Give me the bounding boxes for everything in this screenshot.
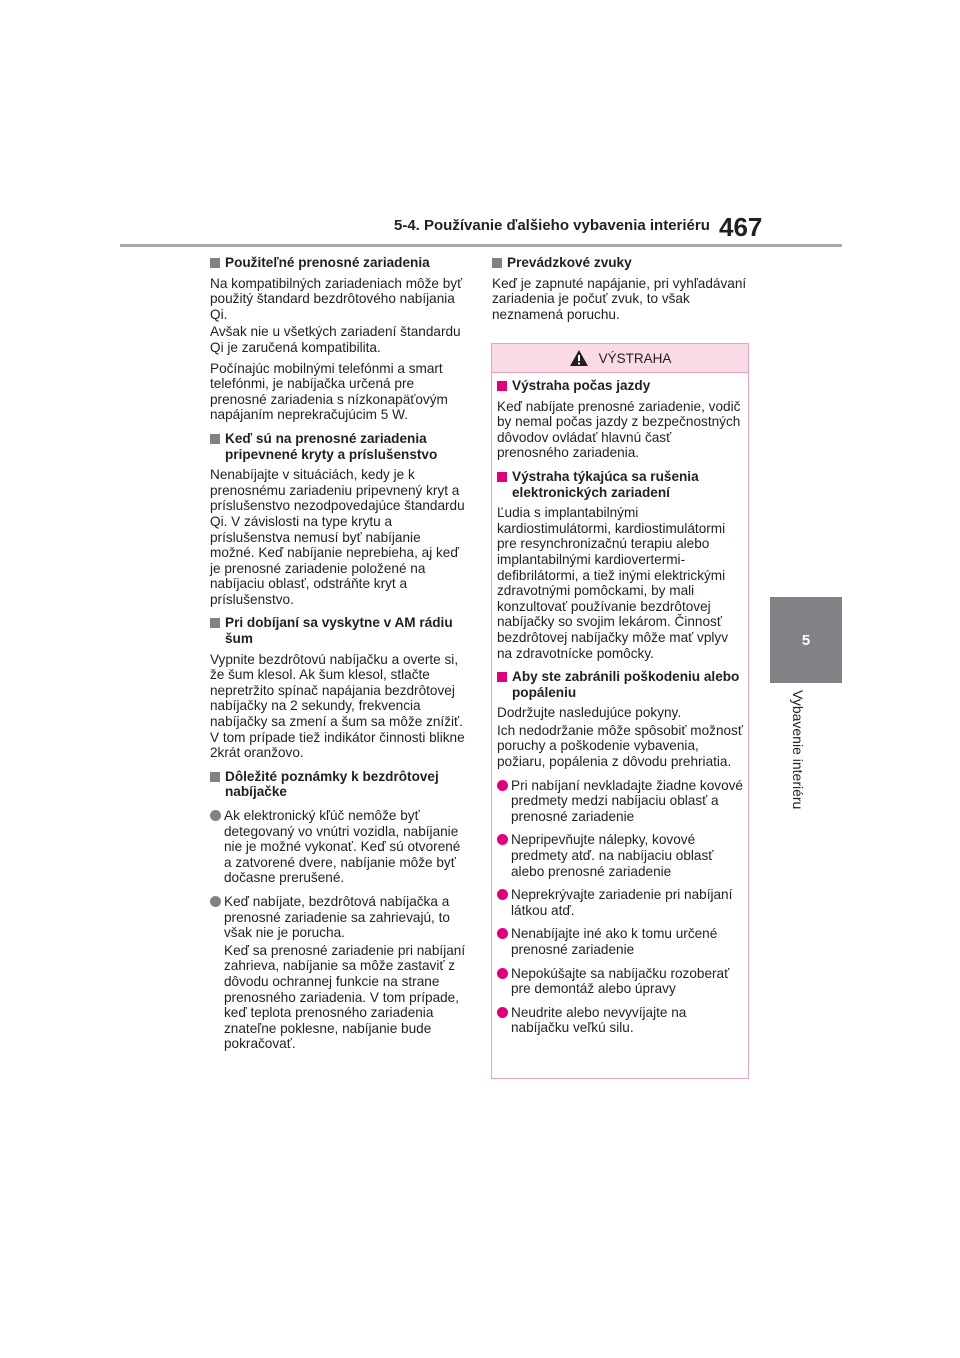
body-paragraph: Keď sa prenosné zariadenie pri nabíjaní zahrieva, nabíjanie sa môže zastaviť z dôvodu ochrannej funkcie na strane prenosného zariadenia. V tom prípade, keď teplota prenosného zariadenia znateľne poklesne, nabíjanie bude pokračovať. [224,942,466,1052]
round-bullet-icon [497,1007,508,1018]
heading-text: Výstraha týkajúca sa rušenia elektronických zariadení [512,468,699,500]
warning-box [491,343,749,1079]
square-bullet-icon [497,472,507,482]
round-bullet-icon [497,780,508,791]
heading-text: Dôležité poznámky k bezdrôtovej nabíjačke [225,768,439,800]
section-heading [210,255,468,271]
round-bullet-icon [497,834,508,845]
warning-triangle-icon [569,349,589,367]
square-bullet-icon [497,672,507,682]
section-heading [492,255,750,271]
bullet-item [497,926,744,957]
page-number: 467 [719,212,763,242]
right-column [492,255,750,322]
section-title: 5-4. Používanie ďalšieho vybavenia interiéru [394,217,710,234]
bullet-item [497,1005,744,1036]
body-paragraph: Ich nedodržanie môže spôsobiť možnosť poruchy a poškodenie vybavenia, požiaru, popálenia z dôvodu prehriatia. [497,722,743,770]
heading-text: Výstraha počas jazdy [512,378,651,393]
heading-text: Keď sú na prenosné zariadenia pripevnené kryty a príslušenstvo [225,430,438,462]
round-bullet-icon [210,810,221,821]
bullet-item [497,832,744,879]
warning-title: VÝSTRAHA [598,350,672,366]
square-bullet-icon [210,258,220,268]
bullet-text: Neprekrývajte zariadenie pri nabíjaní látkou atď. [511,887,733,918]
bullet-text: Nepripevňujte nálepky, kovové predmety atď. na nabíjaciu oblasť alebo prenosné zariadenie [511,832,714,879]
body-paragraph: Počínajúc mobilnými telefónmi a smart telefónmi, je nabíjačka určená pre prenosné zariadenia s nízkonapäťovým napájaním neprekračujúcim 5 W. [210,360,448,423]
round-bullet-icon [497,889,508,900]
chapter-number: 5 [801,631,811,649]
square-bullet-icon [210,434,220,444]
bullet-item [497,778,744,825]
bullet-item [497,966,744,997]
bullet-text: Pri nabíjaní nevkladajte žiadne kovové predmety medzi nabíjaciu oblasť a prenosné zariadenie [511,777,743,824]
section-heading [210,615,468,646]
bullet-text: Neudrite alebo nevyvíjajte na nabíjačku veľkú silu. [511,1004,687,1036]
header-divider [120,244,842,247]
bullet-item [497,887,744,918]
section-heading [210,769,468,800]
square-bullet-icon [492,258,502,268]
body-paragraph: Keď je zapnuté napájanie, pri vyhľadávaní zariadenia je počuť zvuk, to však neznamená poruchu. [492,275,747,322]
bullet-text: Ak elektronický kľúč nemôže byť detegovaný vo vnútri vozidla, nabíjanie nie je možné vykonať. Keď sú otvorené a zatvorené dvere, nabíjanie môže byť dočasne prerušené. [224,808,461,886]
bullet-text: Nepokúšajte sa nabíjačku rozoberať pre demontáž alebo úpravy [511,965,730,997]
square-bullet-icon [497,381,507,391]
body-paragraph: Avšak nie u všetkých zariadení štandardu Qi je zaručená kompatibilita. [210,324,461,355]
bullet-text: Nenabíjajte iné ako k tomu určené prenosné zariadenie [511,926,718,957]
bullet-item [210,894,468,941]
bullet-text: Keď nabíjate, bezdrôtová nabíjačka a prenosné zariadenie sa zahrievajú, to však nie je porucha. [224,893,450,941]
heading-text: Aby ste zabránili poškodeniu alebo popáleniu [512,669,740,700]
section-heading [497,669,744,700]
round-bullet-icon [497,928,508,939]
section-heading [497,469,744,500]
body-paragraph: Ľudia s implantabilnými kardiostimulátormi, kardiostimulátormi pre resynchronizačnú terapiu alebo implantabilnými kardiovertermi-defibrilátormi, a tiež inými elektrickými zdravotnými pomôckami, by mali konzultovať používanie bezdrôtovej nabíjačky so svojim lekárom. Činnosť bezdrôtovej nabíjačky môže mať vplyv na zdravotnícke pomôcky. [497,505,729,661]
body-paragraph: Vypnite bezdrôtovú nabíjačku a overte si, že šum klesol. Ak šum klesol, stlačte nepretržito spínač napájania bezdrôtovej nabíjačky na 2 sekundy, frekvencia nabíjačky sa zmení a šum sa môže znížiť. V tom prípade tiež indikátor činnosti blikne 2krát oranžovo. [210,651,465,761]
body-paragraph: Nenabíjajte v situáciách, kedy je k prenosnému zariadeniu pripevnený kryt a príslušenstvo nezodpovedajúce štandardu Qi. V závislosti na type krytu a príslušenstva nemusí byť nabíjanie možné. Keď nabíjanie neprebieha, aj keď je prenosné zariadenie položené na nabíjaciu oblasť, odstráňte kryt a príslušenstvo. [210,467,465,607]
section-heading [497,378,744,394]
body-paragraph: Dodržujte nasledujúce pokyny. [497,705,682,721]
square-bullet-icon [210,772,220,782]
chapter-tab [770,597,842,683]
square-bullet-icon [210,618,220,628]
bullet-item [210,808,468,886]
round-bullet-icon [210,896,221,907]
warning-body [492,373,748,1036]
body-paragraph: Na kompatibilných zariadeniach môže byť použitý štandard bezdrôtového nabíjania Qi. [210,275,463,322]
heading-text: Pri dobíjaní sa vyskytne v AM rádiu šum [225,615,453,647]
chapter-label: Vybavenie interiéru [790,690,806,810]
section-heading [210,431,468,462]
heading-text: Prevádzkové zvuky [507,255,632,270]
warning-header [492,344,748,373]
left-column [210,255,468,1052]
body-paragraph: Keď nabíjate prenosné zariadenie, vodič by nemal počas jazdy z bezpečnostných dôvodov ovládať hlavnú časť prenosného zariadenia. [497,398,741,461]
round-bullet-icon [497,968,508,979]
heading-text: Použiteľné prenosné zariadenia [225,255,430,270]
